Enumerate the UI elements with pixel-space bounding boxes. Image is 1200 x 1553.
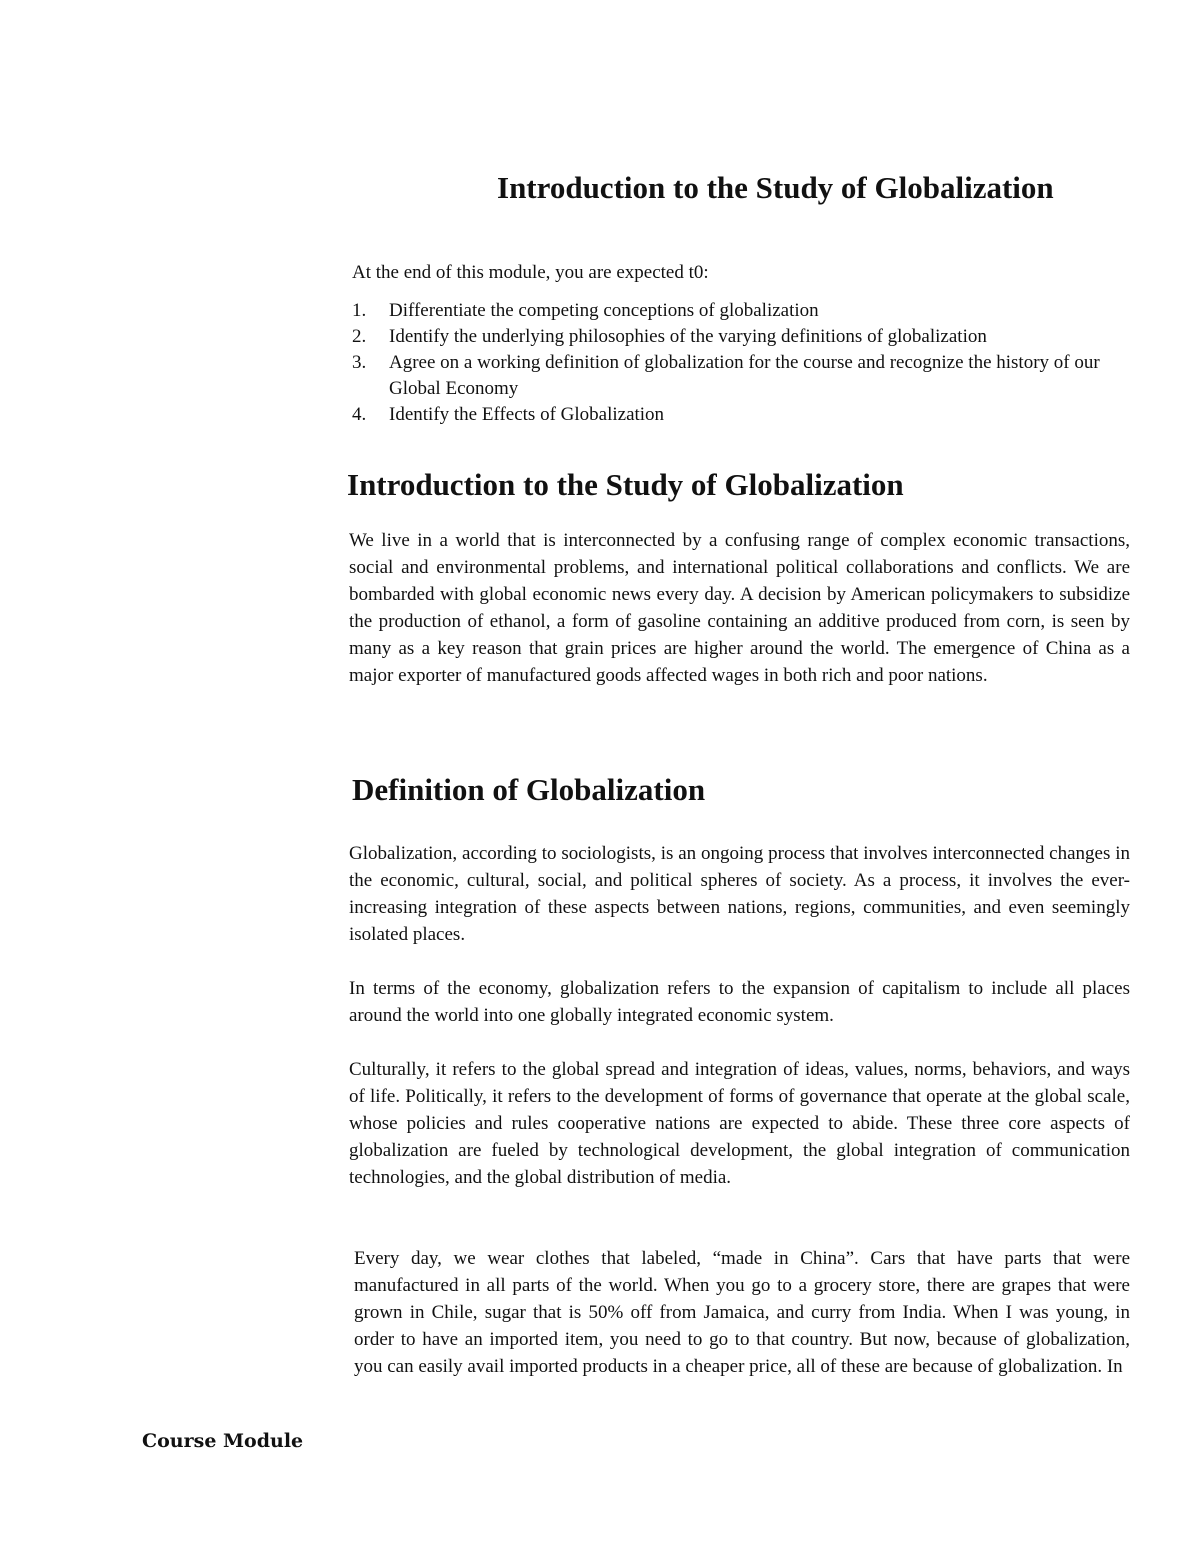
section-heading-definition: Definition of Globalization bbox=[352, 772, 706, 807]
objective-number: 4. bbox=[352, 404, 367, 425]
objective-item bbox=[352, 324, 1142, 350]
objectives-intro: At the end of this module, you are expected t0: bbox=[352, 262, 709, 283]
footer-course-module: Course Module bbox=[142, 1430, 304, 1452]
page-title: Introduction to the Study of Globalization bbox=[497, 170, 1054, 205]
section-heading-introduction: Introduction to the Study of Globalization bbox=[347, 467, 904, 502]
definition-paragraph-everyday: Every day, we wear clothes that labeled, “made in China”. Cars that have parts that were manufactured in all parts of the world. When you go to a grocery store, there are grapes that were grown in Chile, sugar that is 50% off from Jamaica, and curry from India. When I was young, in order to have an imported item, you need to go to that country. But now, because of globalization, you can easily avail imported products in a cheaper price, all of these are because of globalization. In bbox=[354, 1248, 1130, 1377]
objective-text: Identify the Effects of Globalization bbox=[389, 404, 665, 425]
objective-number: 2. bbox=[352, 326, 367, 347]
objective-text: Agree on a working definition of globalization for the course and recognize the history of our Global Economy bbox=[389, 352, 1100, 399]
objective-text: Identify the underlying philosophies of the varying definitions of globalization bbox=[389, 326, 987, 347]
definition-paragraph-culture-politics: Culturally, it refers to the global spread and integration of ideas, values, norms, behaviors, and ways of life. Politically, it refers to the development of forms of governance that operate at the global scale, whose policies and rules cooperative nations are expected to abide. These three core aspects of globalization are fueled by technological development, the global integration of communication technologies, and the global distribution of media. bbox=[349, 1059, 1130, 1188]
objective-item bbox=[352, 402, 1142, 428]
objective-item bbox=[352, 350, 1142, 402]
objective-number: 3. bbox=[352, 352, 367, 373]
introduction-paragraph: We live in a world that is interconnected by a confusing range of complex economic transactions, social and environmental problems, and international political collaborations and conflicts. We are bombarded with global economic news every day. A decision by American policymakers to subsidize the production of ethanol, a form of gasoline containing an additive produced from corn, is seen by many as a key reason that grain prices are higher around the world. The emergence of China as a major exporter of manufactured goods affected wages in both rich and poor nations. bbox=[349, 530, 1130, 686]
definition-paragraph-economy: In terms of the economy, globalization refers to the expansion of capitalism to include all places around the world into one globally integrated economic system. bbox=[349, 978, 1130, 1026]
objective-number: 1. bbox=[352, 300, 367, 321]
definition-paragraph-sociologists: Globalization, according to sociologists, is an ongoing process that involves interconnected changes in the economic, cultural, social, and political spheres of society. As a process, it involves the ever-increasing integration of these aspects between nations, regions, communities, and even seemingly isolated places. bbox=[349, 843, 1130, 945]
objectives-list bbox=[352, 298, 1142, 428]
objective-item bbox=[352, 298, 1142, 324]
objective-text: Differentiate the competing conceptions of globalization bbox=[389, 300, 819, 321]
